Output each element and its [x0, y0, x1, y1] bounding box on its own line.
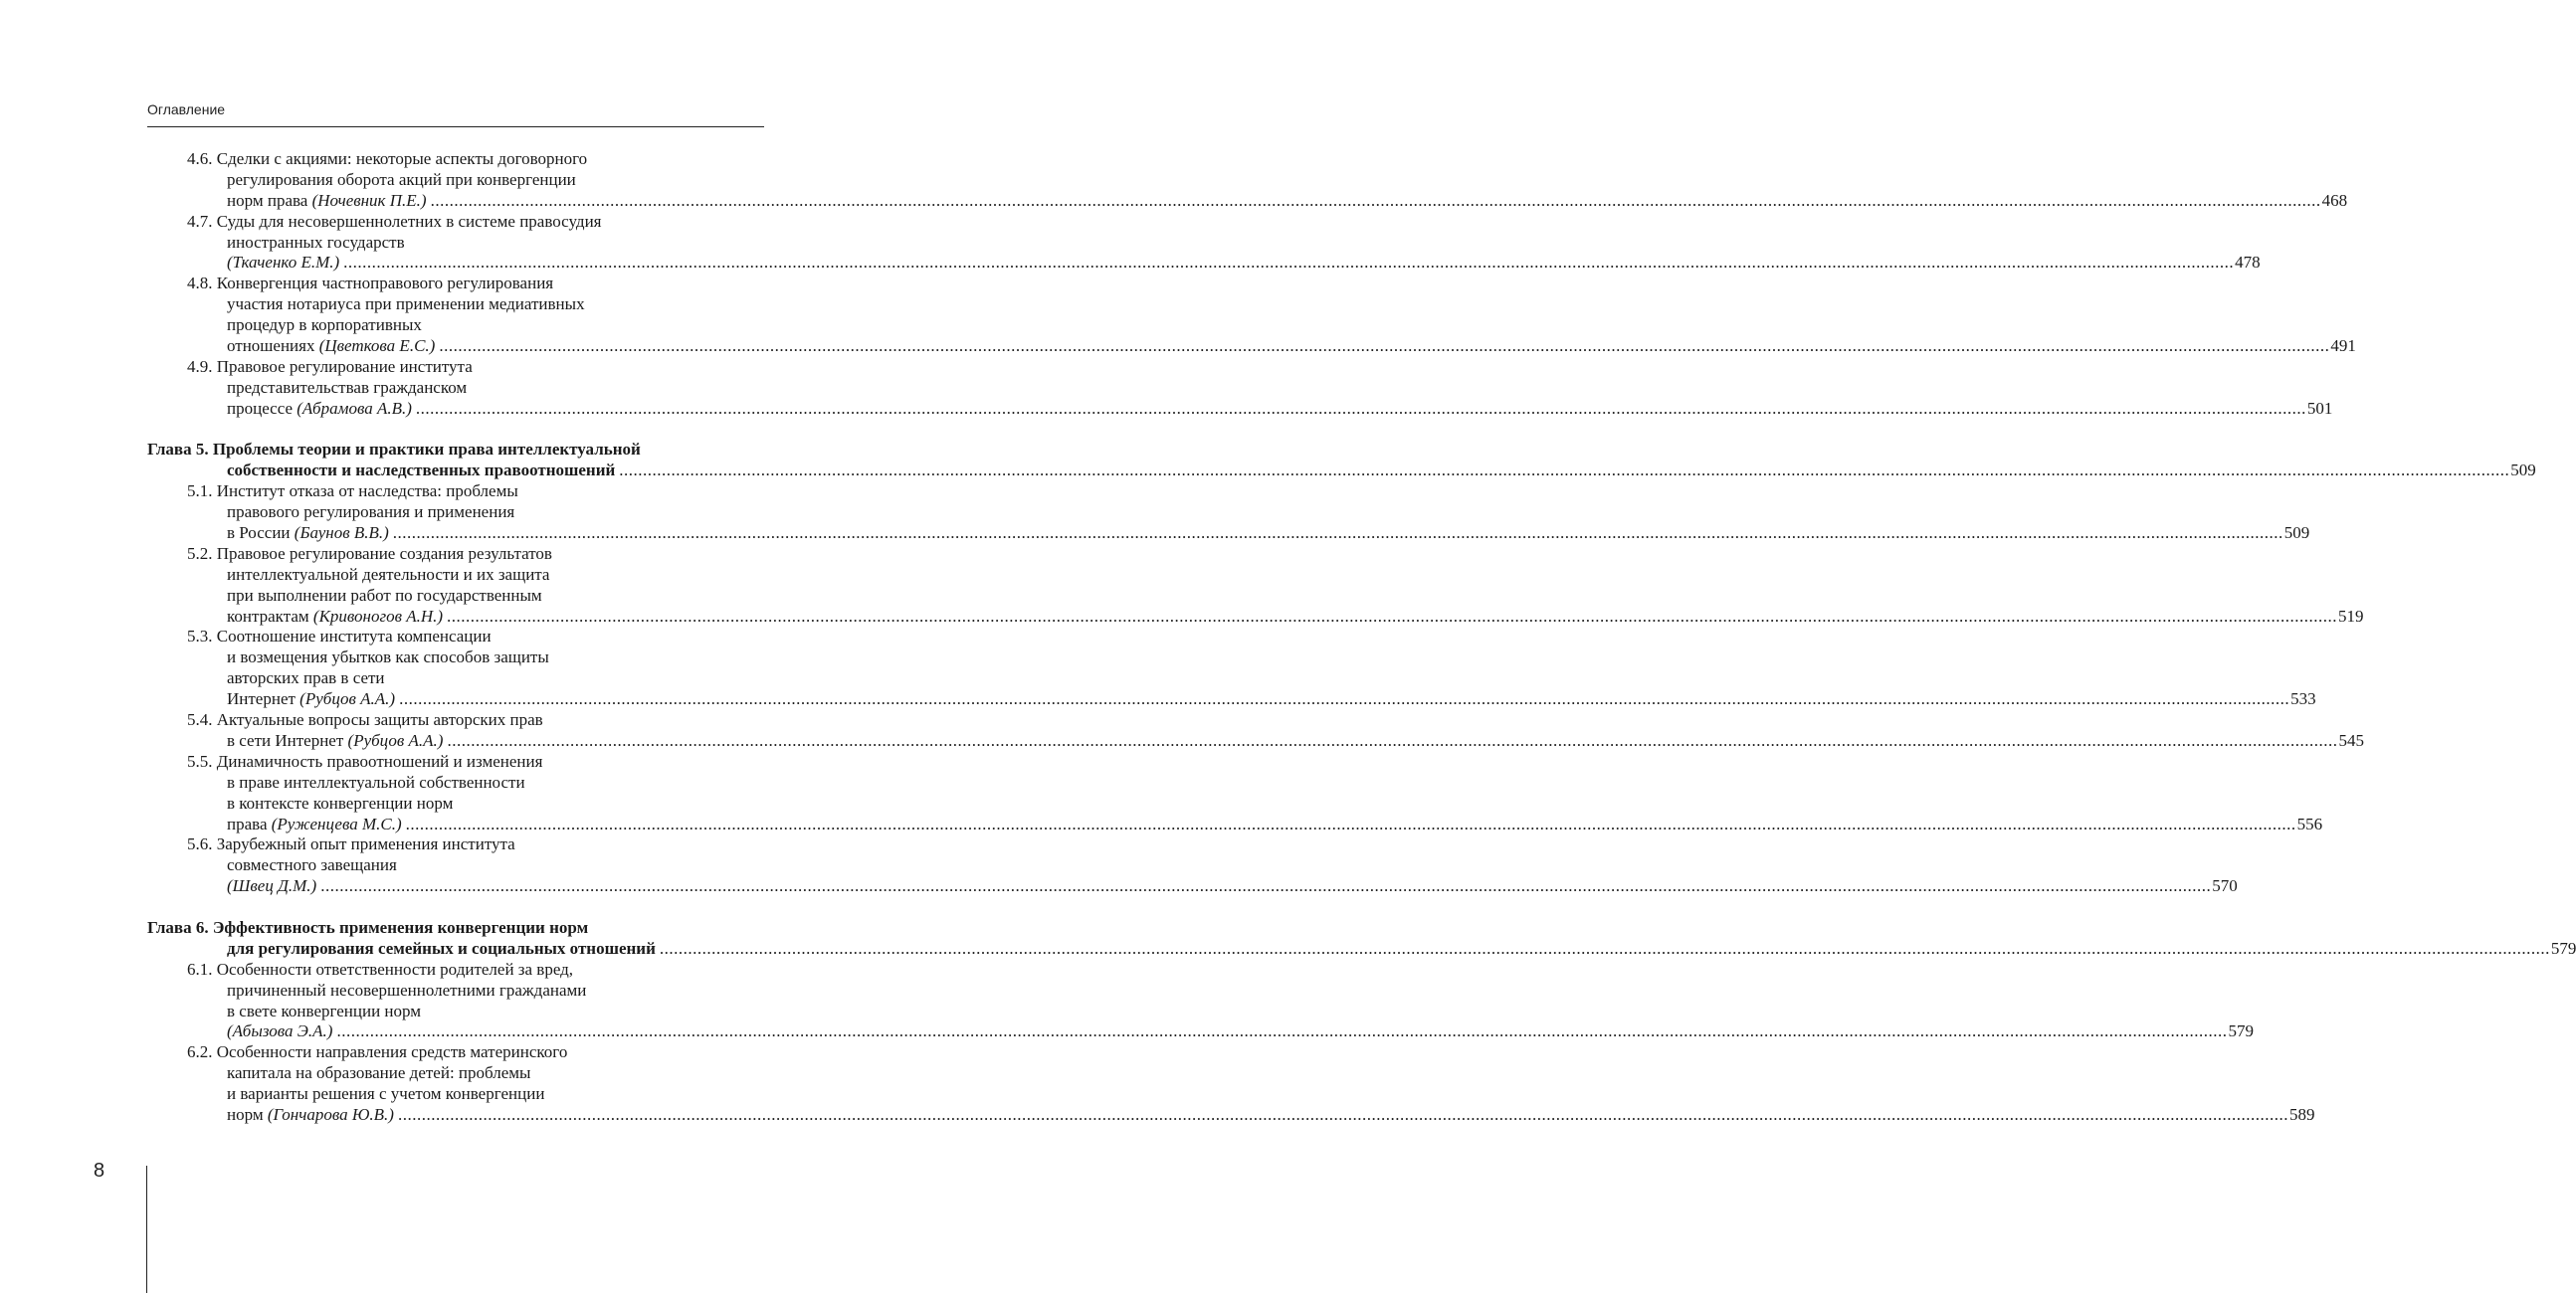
section-title-line: 5.2. Правовое регулирование создания результатов [187, 543, 552, 563]
page-ref: 570 [2212, 876, 2238, 896]
page-ref: 509 [2510, 461, 2536, 480]
title-text: права [227, 814, 268, 833]
section-continuation-line: иностранных государств [227, 232, 405, 252]
author-name: (Абызова Э.А.) [227, 1021, 333, 1041]
entry-last-line [227, 191, 427, 212]
leader-dots: ................................................................................................................................................................................................................................................................................................................................................................................................................ [439, 336, 2330, 356]
page-ref: 589 [2288, 1104, 2315, 1124]
title-text: процессе [227, 398, 294, 418]
entry-last-line [227, 876, 316, 897]
page-ref: 533 [2290, 689, 2316, 709]
page-ref: 519 [2338, 606, 2364, 626]
leader-dots: ................................................................................................................................................................................................................................................................................................................................................................................................................ [392, 523, 2283, 543]
section-continuation-line: правового регулирования и применения [227, 502, 515, 522]
section-title-line: 5.6. Зарубежный опыт применения института [187, 834, 515, 854]
chapter-spacer [147, 420, 764, 441]
author-name: (Рубцов А.А.) [299, 689, 396, 709]
author-name: (Абрамова А.В.) [297, 398, 412, 418]
section-title-line: 5.1. Институт отказа от наследства: проблемы [187, 481, 518, 501]
chapter-spacer [147, 897, 764, 918]
section-title-line: 4.9. Правовое регулирование института [187, 356, 473, 376]
title-text: Интернет [227, 689, 296, 709]
section-continuation-line: капитала на образование детей: проблемы [227, 1063, 531, 1083]
title-text: норм [227, 1104, 264, 1124]
toc-entry[interactable] [147, 876, 2238, 897]
section-continuation-line: в свете конвергенции норм [227, 1001, 422, 1020]
leader-dots: ................................................................................................................................................................................................................................................................................................................................................................................................................ [430, 190, 2321, 210]
chapter-title-line: Глава 5. Проблемы теории и практики права интеллектуальной [147, 440, 641, 460]
author-name: (Швец Д.М.) [227, 876, 317, 896]
author-name: (Ткаченко Е.М.) [227, 253, 340, 273]
page-margin-rule [146, 1166, 147, 1293]
section-continuation-line: при выполнении работ по государственным [227, 585, 542, 605]
leader-dots: ................................................................................................................................................................................................................................................................................................................................................................................................................ [447, 730, 2338, 750]
toc-entry[interactable] [147, 523, 2310, 544]
entry-last-line [227, 731, 443, 752]
toc-entry[interactable] [147, 1104, 2315, 1126]
author-name: (Ночевник П.Е.) [311, 190, 427, 210]
title-text: норм права [227, 190, 308, 210]
toc-entry[interactable] [147, 253, 2261, 274]
entry-last-line [227, 607, 443, 628]
section-continuation-line: совместного завещания [227, 855, 397, 875]
leader-dots: ................................................................................................................................................................................................................................................................................................................................................................................................................ [336, 1021, 2228, 1041]
section-continuation-line: процедур в корпоративных [227, 315, 422, 335]
author-name: (Кривоногов А.Н.) [312, 606, 444, 626]
chapter-title-line: собственности и наследственных правоотношений [227, 461, 616, 480]
toc-entry[interactable] [147, 689, 2316, 710]
section-continuation-line: и возмещения убытков как способов защиты [227, 647, 549, 667]
section-continuation-line: авторских прав в сети [227, 668, 385, 688]
page-ref: 501 [2306, 398, 2333, 418]
section-continuation-line: представительствав гражданском [227, 377, 468, 397]
toc-entry[interactable] [147, 606, 2364, 628]
section-title-line: 5.5. Динамичность правоотношений и изменения [187, 751, 543, 771]
chapter-title-line: для регулирования семейных и социальных отношений [227, 938, 656, 958]
page-ref: 556 [2296, 814, 2323, 833]
section-title-line: 4.7. Суды для несовершеннолетних в системе правосудия [187, 211, 602, 231]
entry-last-line [227, 689, 395, 710]
section-title-line: 5.3. Соотношение института компенсации [187, 627, 492, 646]
leader-dots: ................................................................................................................................................................................................................................................................................................................................................................................................................ [399, 689, 2290, 709]
section-continuation-line: участия нотариуса при применении медиативных [227, 294, 585, 314]
chapter-entry[interactable] [147, 461, 2536, 481]
title-text: контрактам [227, 606, 309, 626]
leader-dots: ................................................................................................................................................................................................................................................................................................................................................................................................................ [415, 398, 2306, 418]
section-title-line: 4.8. Конвергенция частноправового регулирования [187, 274, 554, 293]
section-title-line: 5.4. Актуальные вопросы защиты авторских прав [187, 710, 543, 730]
author-name: (Баунов В.В.) [294, 523, 389, 543]
author-name: (Рубцов А.А.) [347, 730, 444, 750]
section-continuation-line: и варианты решения с учетом конвергенции [227, 1084, 545, 1104]
page-number: 8 [94, 1160, 105, 1182]
entry-last-line [227, 253, 339, 274]
author-name: (Гончарова Ю.В.) [267, 1104, 394, 1124]
leader-dots: ................................................................................................................................................................................................................................................................................................................................................................................................................ [659, 938, 2550, 958]
section-title-line: 6.1. Особенности ответственности родителей за вред, [187, 959, 574, 979]
entry-last-line [227, 1105, 394, 1126]
chapter-entry[interactable] [147, 938, 2576, 960]
title-text: в сети Интернет [227, 730, 344, 750]
entry-last-line [227, 523, 389, 544]
chapter-title-line: Глава 6. Эффективность применения конвергенции норм [147, 917, 589, 937]
leader-dots: ................................................................................................................................................................................................................................................................................................................................................................................................................ [320, 876, 2212, 896]
section-continuation-line: регулирования оборота акций при конвергенции [227, 169, 576, 189]
title-text: в России [227, 523, 291, 543]
page-ref: 491 [2330, 336, 2356, 356]
title-text: отношениях [227, 336, 315, 356]
leader-dots: ................................................................................................................................................................................................................................................................................................................................................................................................................ [447, 606, 2338, 626]
toc-entry[interactable] [147, 814, 2323, 835]
page-ref: 579 [2550, 938, 2576, 958]
author-name: (Руженцева М.С.) [271, 814, 402, 833]
running-header: Оглавление [147, 101, 226, 117]
leader-dots: ................................................................................................................................................................................................................................................................................................................................................................................................................ [343, 253, 2235, 273]
leader-dots: ................................................................................................................................................................................................................................................................................................................................................................................................................ [405, 814, 2296, 833]
author-name: (Цветкова Е.С.) [318, 336, 436, 356]
page-ref: 509 [2283, 523, 2310, 543]
table-of-contents [147, 149, 2576, 1126]
section-continuation-line: причиненный несовершеннолетними гражданами [227, 980, 587, 1000]
section-continuation-line: в праве интеллектуальной собственности [227, 772, 525, 792]
leader-dots: ................................................................................................................................................................................................................................................................................................................................................................................................................ [397, 1104, 2288, 1124]
section-continuation-line: в контексте конвергенции норм [227, 793, 454, 813]
page-ref: 545 [2338, 730, 2364, 750]
entry-last-line [227, 1021, 332, 1042]
entry-last-line [227, 336, 435, 357]
section-continuation-line: интеллектуальной деятельности и их защита [227, 564, 550, 584]
page-ref: 579 [2228, 1021, 2254, 1041]
leader-dots: ................................................................................................................................................................................................................................................................................................................................................................................................................ [619, 461, 2510, 480]
page-ref: 478 [2235, 253, 2261, 273]
toc-entry[interactable] [147, 336, 2356, 357]
header-rule [147, 126, 764, 127]
toc-entry[interactable] [147, 398, 2333, 420]
toc-entry[interactable] [147, 1021, 2254, 1042]
page-ref: 468 [2321, 190, 2348, 210]
entry-last-line [227, 399, 412, 420]
section-title-line: 4.6. Сделки с акциями: некоторые аспекты договорного [187, 149, 588, 168]
toc-entry[interactable] [147, 730, 2364, 752]
toc-entry[interactable] [147, 190, 2348, 212]
section-title-line: 6.2. Особенности направления средств материнского [187, 1042, 568, 1062]
entry-last-line [227, 815, 402, 835]
